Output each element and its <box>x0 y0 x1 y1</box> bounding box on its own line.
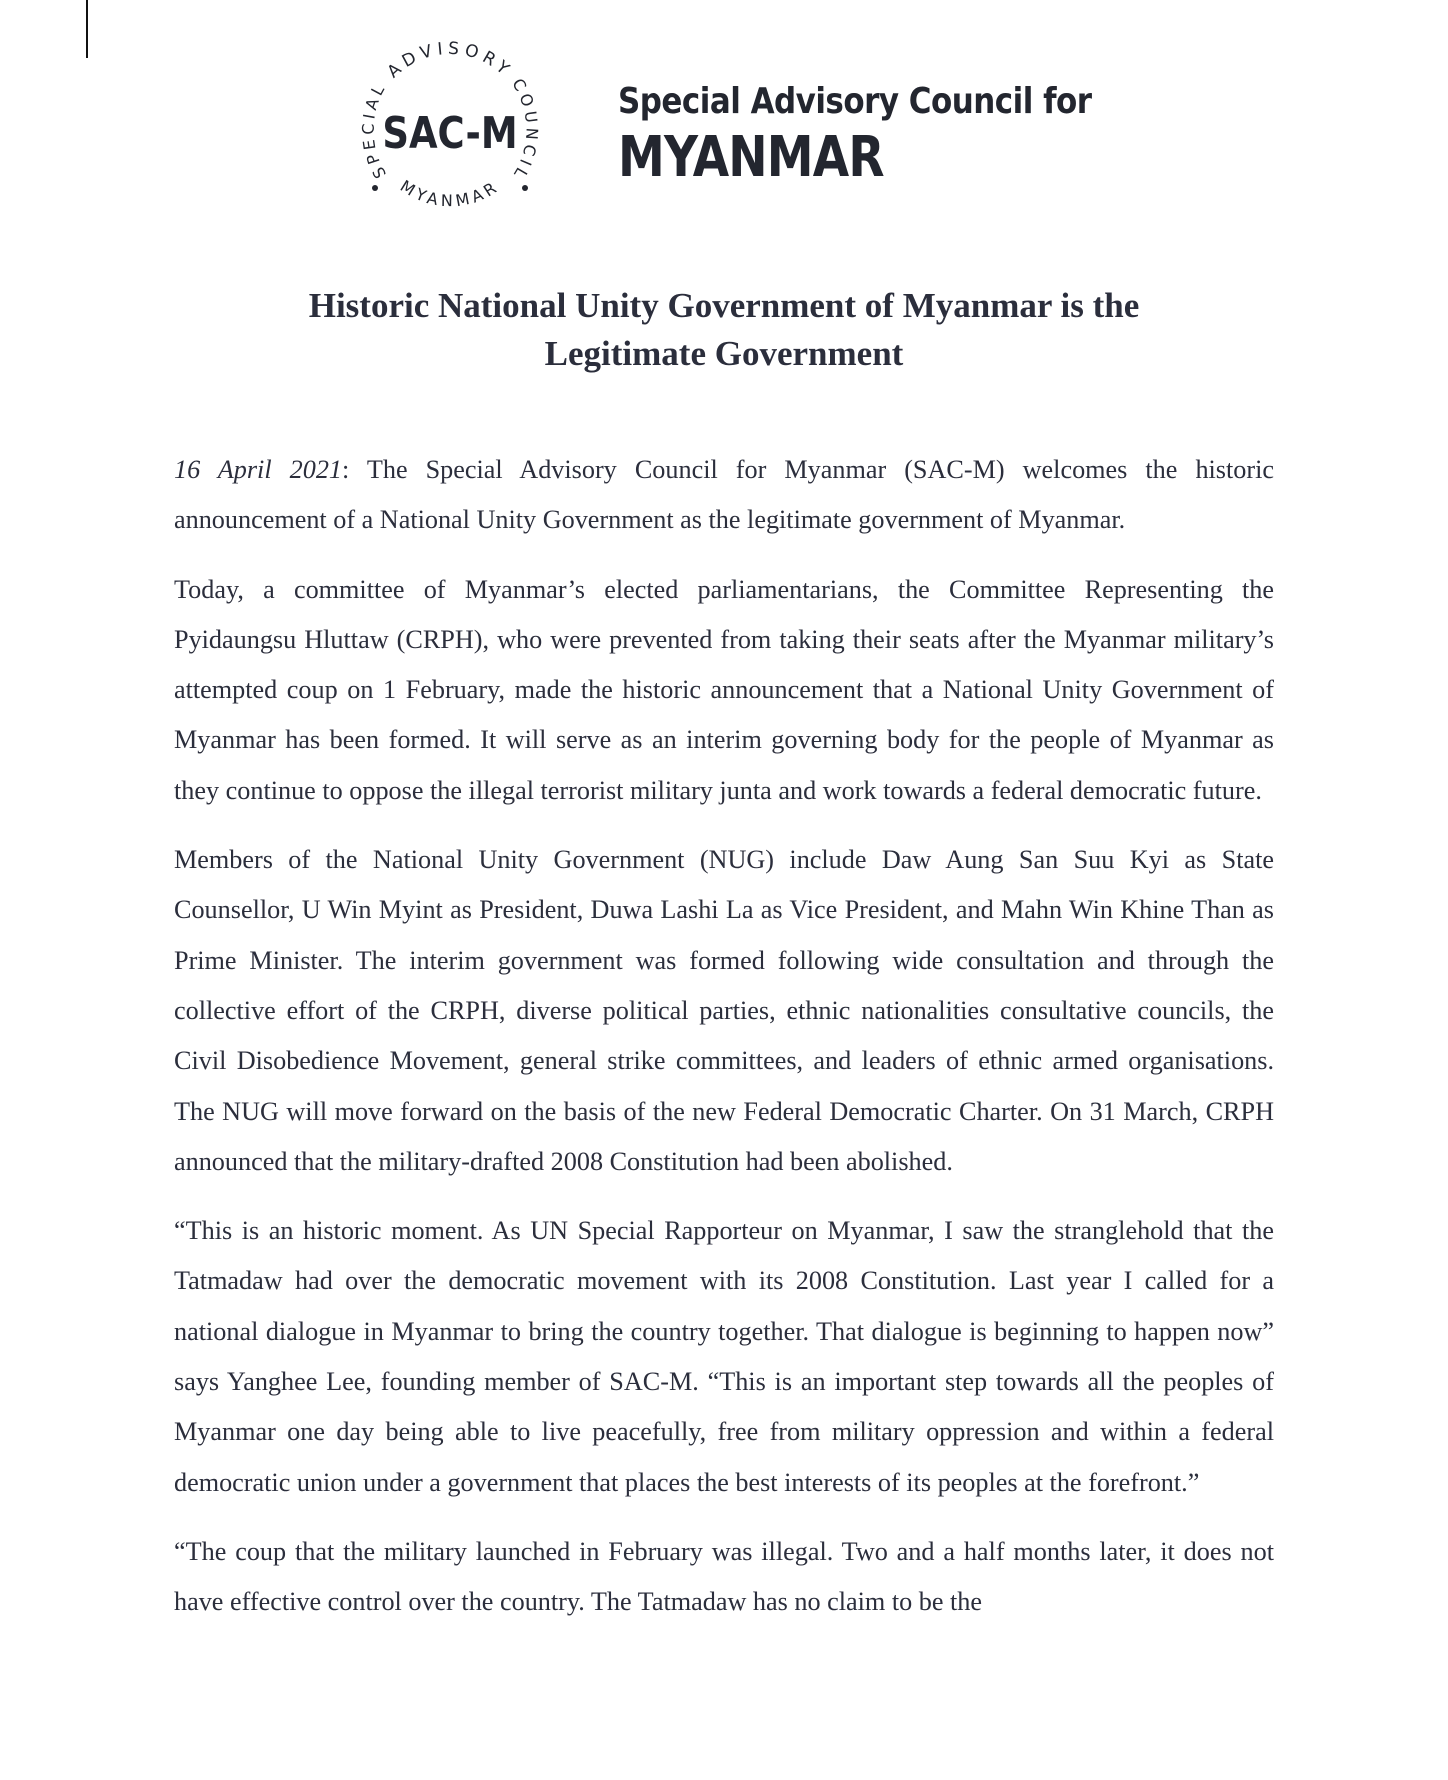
org-name-line2: MYANMAR <box>618 125 884 190</box>
sac-m-seal-logo <box>330 20 570 240</box>
paragraph-nug-members: Members of the National Unity Government (NUG) include Daw Aung San Suu Kyi as State Counsellor, U Win Myint as President, Duwa Lashi La as Vice President, and Mahn Win Khine Than as Prime Minister. The interim government was formed following wide consultation and through the collective effort of the CRPH, diverse political parties, ethnic nationalities consultative councils, the Civil Disobedience Movement, general strike committees, and leaders of ethnic armed organisations. The NUG will move forward on the basis of the new Federal Democratic Charter. On 31 March, CRPH announced that the military-drafted 2008 Constitution had been abolished. <box>174 845 1274 1176</box>
seal-dot-left <box>372 185 378 191</box>
document-body <box>174 445 1274 1647</box>
paragraph-intro <box>174 445 1274 546</box>
paragraph-coup-quote: “The coup that the military launched in February was illegal. Two and a half months later, it does not have effective control over the country. The Tatmadaw has no claim to be the <box>174 1536 1274 1617</box>
paragraph-yanghee-lee-quote: “This is an historic moment. As UN Special Rapporteur on Myanmar, I saw the stranglehold that the Tatmadaw had over the democratic movement with its 2008 Constitution. Last year I called for a national dialogue in Myanmar to bring the country together. That dialogue is beginning to happen now” says Yanghee Lee, founding member of SAC-M. “This is an important step towards all the peoples of Myanmar one day being able to live peacefully, free from military oppression and within a federal democratic union under a government that places the best interests of its peoples at the forefront.” <box>174 1216 1274 1497</box>
seal-center-text: SAC-M <box>382 106 518 159</box>
seal-ring-left: SPECIAL <box>358 78 391 182</box>
page-edge-mark <box>86 0 88 58</box>
paragraph-crph-announcement: Today, a committee of Myanmar’s elected parliamentarians, the Committee Representing the Pyidaungsu Hluttaw (CRPH), who were prevented from taking their seats after the Myanmar military’s attempted coup on 1 February, made the historic announcement that a National Unity Government of Myanmar has been formed. It will serve as an interim governing body for the people of Myanmar as they continue to oppose the illegal terrorist military junta and work towards a federal democratic future. <box>174 574 1274 805</box>
title-line1: Historic National Unity Government of Myanmar is the <box>308 286 1140 325</box>
seal-dot-right <box>522 185 528 191</box>
organisation-name <box>618 80 1169 188</box>
seal-ring-right: COUNCIL <box>508 75 542 185</box>
document-title <box>200 282 1248 378</box>
org-name-line1: Special Advisory Council for <box>618 81 1092 122</box>
intro-text: : The Special Advisory Council for Myanmar (SAC-M) welcomes the historic announcement of a National Unity Government as the legitimate government of Myanmar. <box>174 455 1274 535</box>
seal-ring-bottom: MYANMAR <box>396 176 504 211</box>
seal-ring-top: ADVISORY <box>383 38 517 83</box>
title-line2: Legitimate Government <box>544 334 904 373</box>
dateline: 16 April 2021 <box>174 455 343 484</box>
